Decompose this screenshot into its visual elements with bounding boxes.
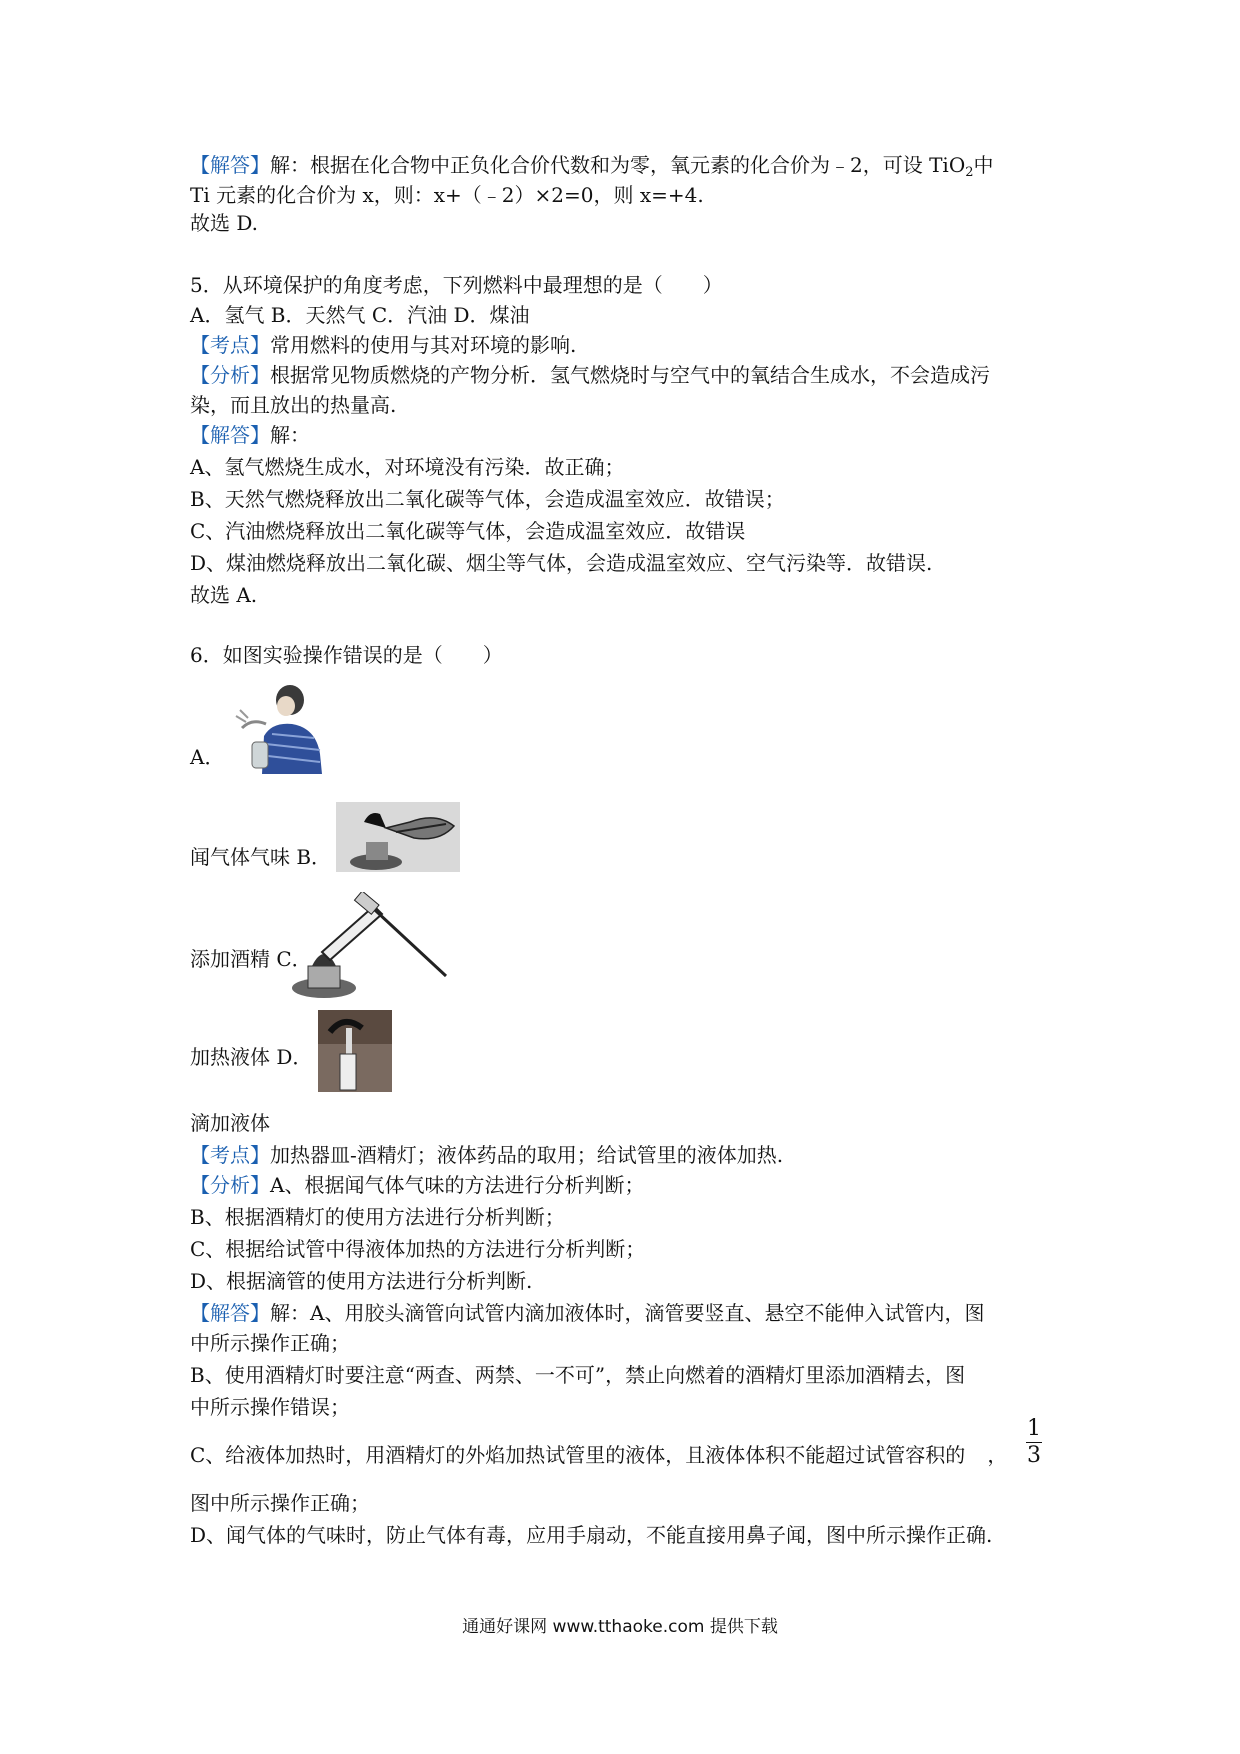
q5-options: A．氢气 B．天然气 C．汽油 D．煤油	[190, 303, 530, 327]
q6-jieda-d: D、闻气体的气味时，防止气体有毒，应用手扇动，不能直接用鼻子闻，图中所示操作正确.	[190, 1523, 993, 1547]
q5-answer-d: D、煤油燃烧释放出二氧化碳、烟尘等气体，会造成温室效应、空气污染等．故错误.	[190, 551, 933, 575]
fraction-numerator: 1	[1027, 1416, 1041, 1441]
answer-tag: 【解答】	[190, 153, 270, 177]
q5-answer-a: A、氢气燃烧生成水，对环境没有污染．故正确；	[190, 455, 625, 479]
q6-fenxi-1: 【分析】A、根据闻气体气味的方法进行分析判断；	[190, 1173, 645, 1197]
q5-kaodian: 【考点】常用燃料的使用与其对环境的影响.	[190, 333, 577, 357]
q6-kaodian: 【考点】加热器皿-酒精灯；液体药品的取用；给试管里的液体加热.	[190, 1143, 784, 1167]
q5-conclusion: 故选 A.	[190, 583, 258, 607]
q5-fenxi-1: 【分析】根据常见物质燃烧的产物分析．氢气燃烧时与空气中的氧结合生成水，不会造成污	[190, 363, 990, 387]
q6-fenxi-c: C、根据给试管中得液体加热的方法进行分析判断；	[190, 1237, 646, 1261]
figure-smell-gas	[232, 684, 322, 774]
q6-jieda-c-1: C、给液体加热时，用酒精灯的外焰加热试管里的液体，且液体体积不能超过试管容积的 ，	[190, 1443, 1008, 1467]
q5-answer-c: C、汽油燃烧释放出二氧化碳等气体，会造成温室效应．故错误	[190, 519, 746, 543]
q6-caption-a-option-b: 闻气体气味 B．	[190, 845, 332, 869]
q6-jieda-a-1: 【解答】解：A、用胶头滴管向试管内滴加液体时，滴管要竖直、悬空不能伸入试管内，图	[190, 1301, 985, 1325]
footer-source: 通通好课网 www.tthaoke.com 提供下载	[462, 1617, 778, 1637]
q6-jieda-a-2: 中所示操作正确；	[190, 1331, 350, 1355]
q6-caption-b-option-c: 添加酒精 C．	[190, 947, 312, 971]
q5-jieda: 【解答】解：	[190, 423, 310, 447]
q6-caption-d: 滴加液体	[190, 1111, 270, 1135]
fraction-one-third	[1026, 1418, 1042, 1467]
q5-stem: 5．从环境保护的角度考虑，下列燃料中最理想的是（ ）	[190, 273, 723, 297]
figure-drop-liquid	[318, 1010, 392, 1092]
q5-answer-b: B、天然气燃烧释放出二氧化碳等气体，会造成温室效应．故错误；	[190, 487, 785, 511]
fraction-denominator: 3	[1027, 1443, 1041, 1468]
q6-option-a: A．	[190, 745, 225, 769]
q6-jieda-b-1: B、使用酒精灯时要注意“两查、两禁、一不可”，禁止向燃着的酒精灯里添加酒精去，图	[190, 1363, 966, 1387]
q5-fenxi-2: 染，而且放出的热量高.	[190, 393, 397, 417]
q4-answer-line-1: 【解答】解：根据在化合物中正负化合价代数和为零，氧元素的化合价为﹣2，可设 TiO$_2$中	[190, 153, 994, 180]
q6-stem: 6．如图实验操作错误的是（ ）	[190, 643, 503, 667]
q6-caption-c-option-d: 加热液体 D．	[190, 1045, 313, 1069]
q6-jieda-c-2: 图中所示操作正确；	[190, 1491, 370, 1515]
q6-jieda-b-2: 中所示操作错误；	[190, 1395, 350, 1419]
q6-fenxi-d: D、根据滴管的使用方法进行分析判断.	[190, 1269, 533, 1293]
q4-conclusion: 故选 D.	[190, 211, 259, 235]
q4-answer-line-2: Ti 元素的化合价为 x，则：x+（﹣2）×2=0，则 x=+4.	[190, 183, 704, 207]
q6-fenxi-b: B、根据酒精灯的使用方法进行分析判断；	[190, 1205, 565, 1229]
figure-add-alcohol	[336, 802, 460, 872]
